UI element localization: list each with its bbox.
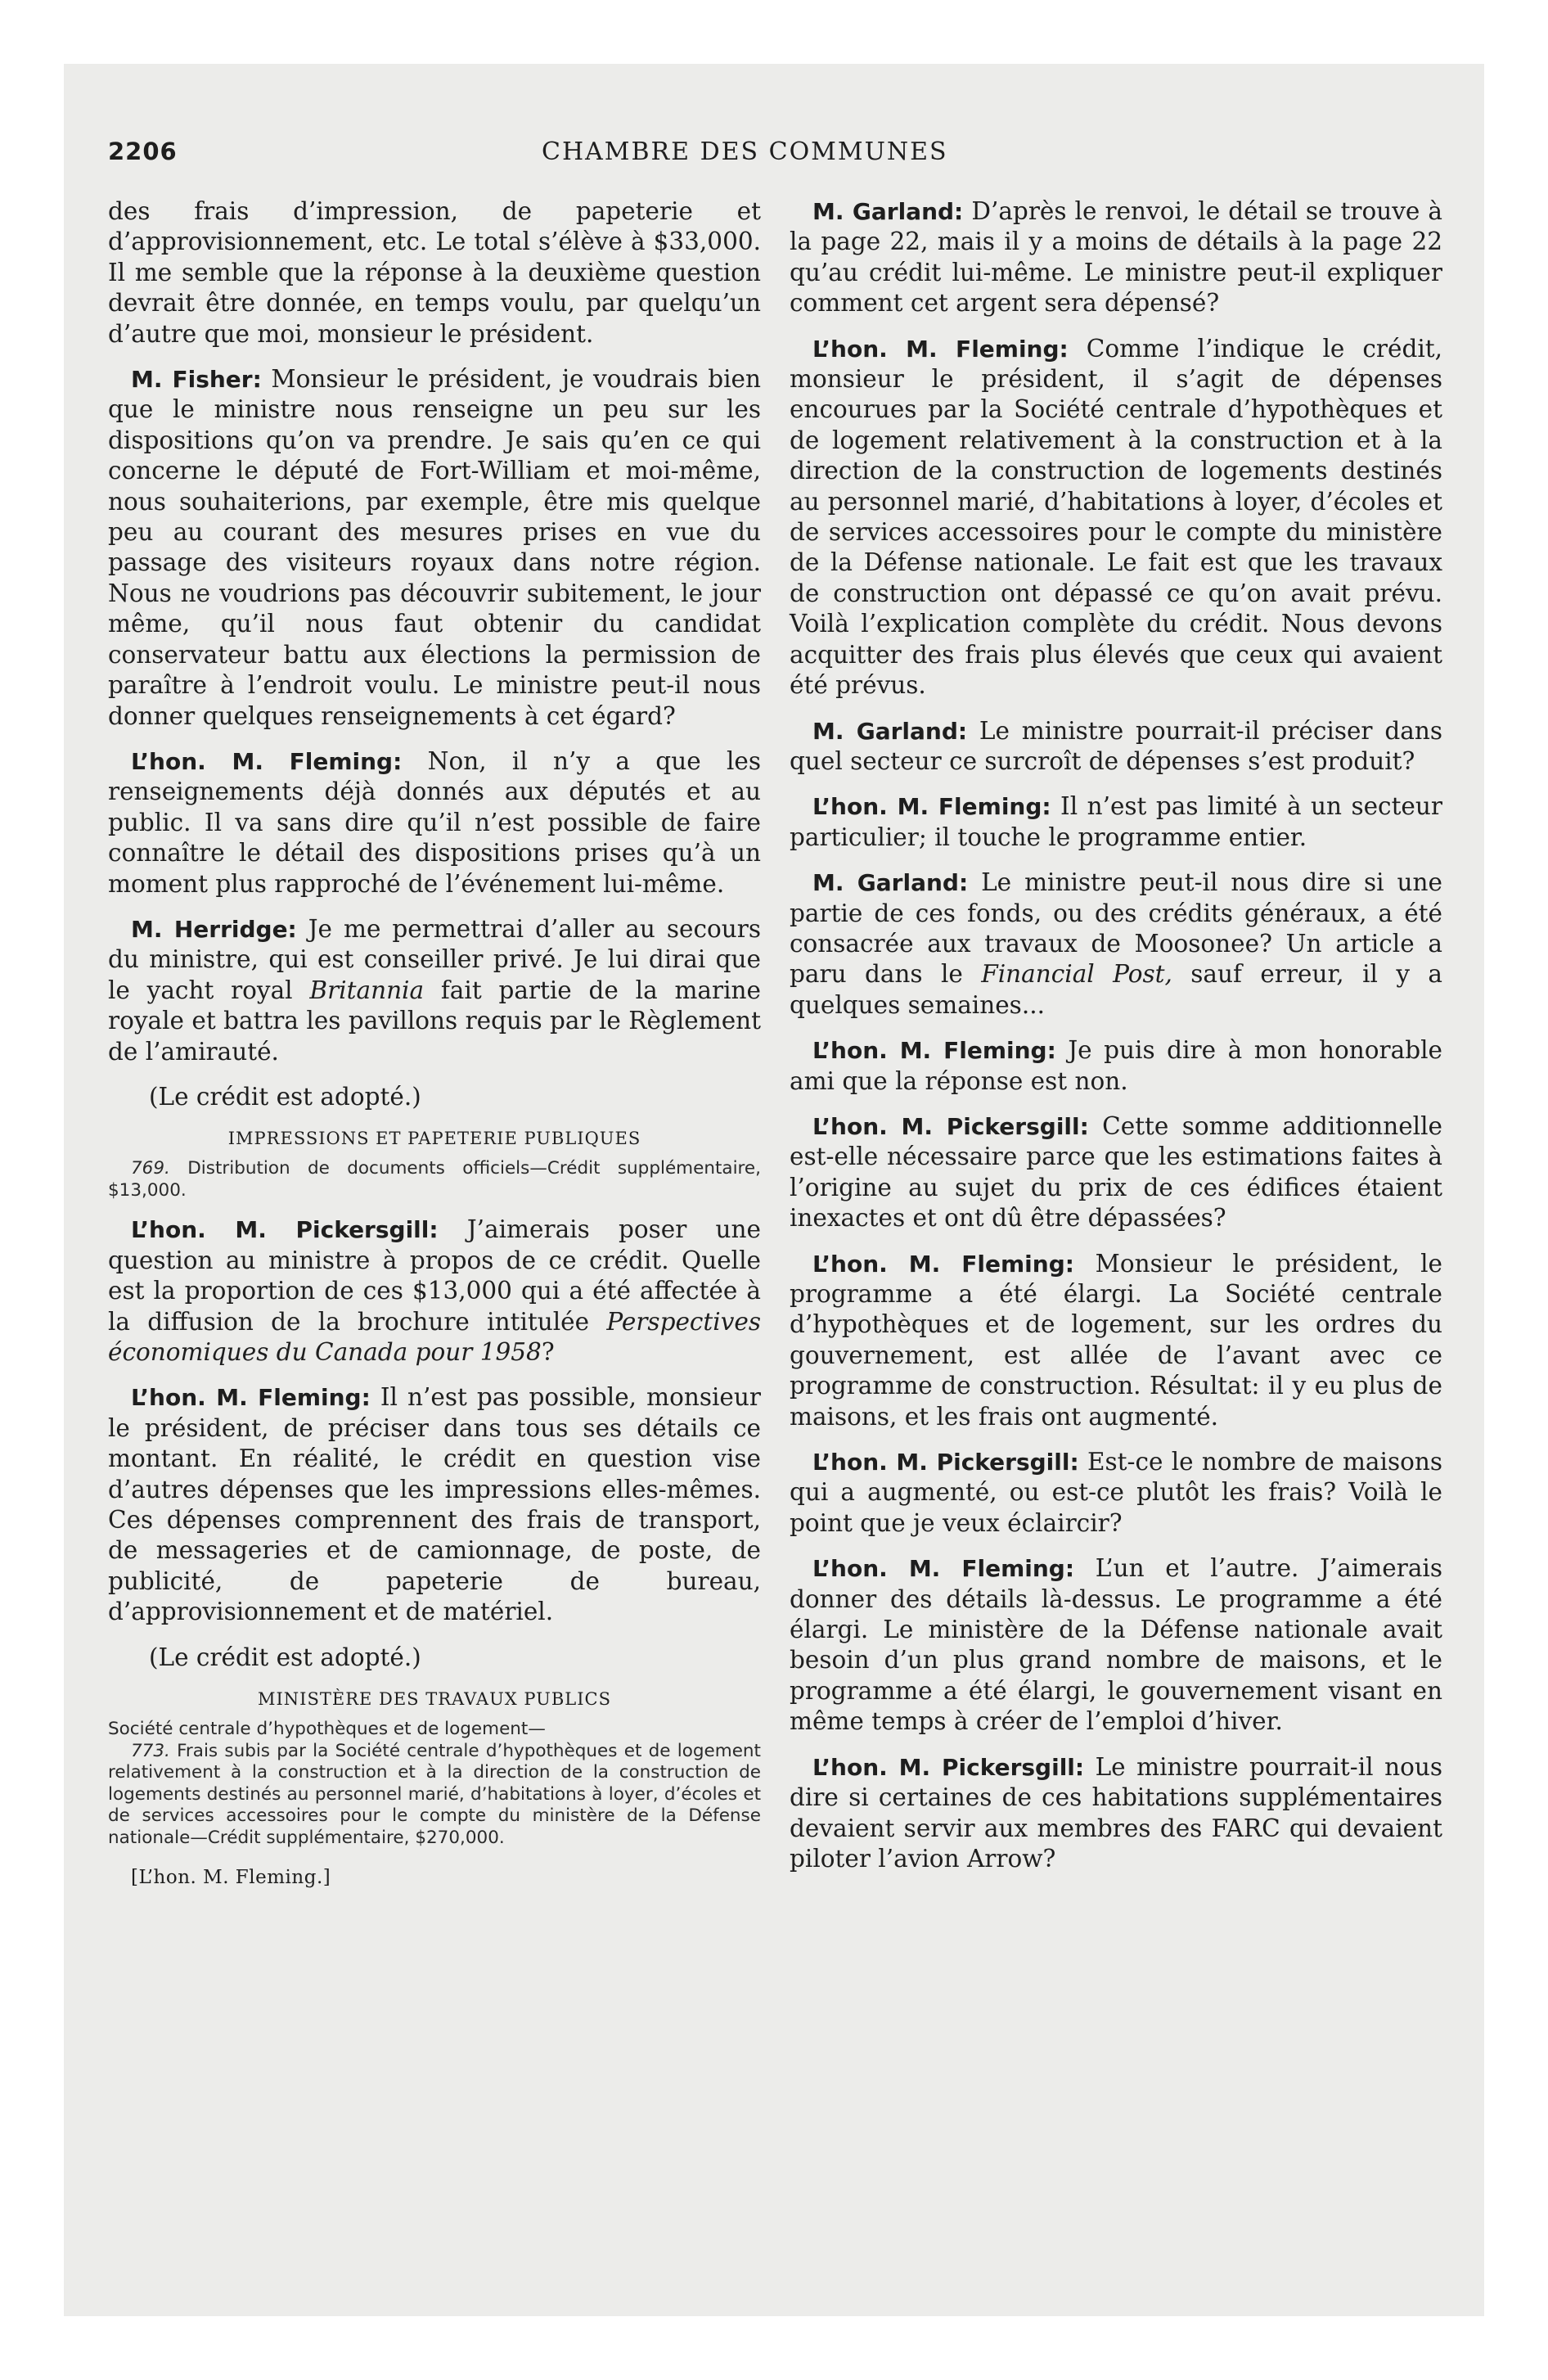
speaker-bracket: [L’hon. M. Fleming.] xyxy=(131,1867,331,1889)
speech-text: Le ministre pourrait-il nous dire si certaines de ces habitations supplémentaires devaient servir aux membres des FARC qui devaient piloter l’avion Arrow? xyxy=(790,1752,1442,1873)
left-column xyxy=(108,196,761,1888)
italic-title: Britannia xyxy=(309,976,425,1004)
speech-fleming xyxy=(790,334,1442,701)
page-number: 2206 xyxy=(108,137,178,165)
speaker-name: L’hon. M. Fleming: xyxy=(812,1250,1074,1278)
speaker-name: L’hon. M. Fleming: xyxy=(812,335,1069,363)
speech-fleming xyxy=(108,1382,761,1627)
speaker-name: L’hon. M. Pickersgill: xyxy=(812,1112,1089,1140)
speech-garland xyxy=(790,196,1442,319)
vote-result: (Le crédit est adopté.) xyxy=(149,1082,421,1111)
speech-text: D’après le renvoi, le détail se trouve à la page 22, mais il y a moins de détails à la page 22 qu’au crédit lui-même. Le ministre peut-il expliquer comment cet argent sera dépensé? xyxy=(790,197,1442,318)
speech-text: Je me permettrai d’aller au secours du ministre, qui est conseiller privé. Je lui dirai que le yacht royal xyxy=(108,914,761,1004)
speaker-name: L’hon. M. Pickersgill: xyxy=(812,1753,1085,1781)
speech-text: J’aimerais poser une question au ministre à propos de ce crédit. Quelle est la proportion de ces $13,000 qui a été affectée à la diffusion de la brochure intitulée xyxy=(108,1215,761,1336)
section-heading: IMPRESSIONS ET PAPETERIE PUBLIQUES xyxy=(227,1129,641,1149)
speaker-name: M. Garland: xyxy=(812,198,964,225)
speech-text: Je puis dire à mon honorable ami que la réponse est non. xyxy=(790,1036,1443,1095)
speaker-name: M. Garland: xyxy=(812,717,968,745)
speech-fleming xyxy=(108,746,761,899)
speaker-name: M. Herridge: xyxy=(131,915,297,943)
speaker-name: L’hon. M. Pickersgill: xyxy=(131,1216,439,1244)
speech-text: fait partie de la marine royale et battra les pavillons requis par le Règlement de l’amirauté. xyxy=(108,976,761,1066)
item-subheading: Société centrale d’hypothèques et de logement— xyxy=(108,1719,546,1740)
speech-text: Non, il n’y a que les renseignements déjà donnés aux députés et au public. Il va sans dire qu’il n’est possible de faire connaître le détail des dispositions prises qu’à un moment plus rapproché de l’événement lui-même. xyxy=(108,746,761,898)
speech-text: ? xyxy=(541,1338,555,1366)
speech-text: Il n’est pas possible, monsieur le président, de préciser dans tous ses détails ce montant. En réalité, le crédit en question vise d’autres dépenses que les impressions elles-mêmes. Ces dépenses comprennent des frais de transport, de messageries et de camionnage, de poste, de publicité, de papeterie de bureau, d’approvisionnement et de matériel. xyxy=(108,1383,761,1626)
speaker-name: L’hon. M. Fleming: xyxy=(131,1384,371,1412)
speaker-name: L’hon. M. Fleming: xyxy=(812,793,1051,821)
right-column xyxy=(790,196,1442,1889)
item-number: 769. xyxy=(131,1158,170,1179)
speech-text: Le ministre peut-il nous dire si une partie de ces fonds, ou des crédits généraux, a été consacrée aux travaux de Moosonee? Un article a paru dans le xyxy=(790,868,1442,989)
italic-title: Perspectives économiques du Canada pour 1958 xyxy=(108,1307,761,1366)
item-text: Distribution de documents officiels—Crédit supplémentaire, $13,000. xyxy=(108,1158,761,1201)
speech-text: Cette somme additionnelle est-elle nécessaire parce que les estimations faites à l’origine au sujet du prix de ces édifices étaient inexactes et ont dû être dépassées? xyxy=(790,1111,1442,1233)
speaker-name: L’hon. M. Fleming: xyxy=(812,1555,1075,1583)
speech-text: Il n’est pas limité à un secteur particulier; il touche le programme entier. xyxy=(790,792,1442,851)
speech-pickersgill xyxy=(790,1111,1442,1234)
vote-item-769 xyxy=(108,1158,761,1201)
speech-pickersgill xyxy=(790,1447,1442,1539)
speaker-name: M. Garland: xyxy=(812,869,969,897)
speaker-name: M. Fisher: xyxy=(131,366,262,394)
page-header xyxy=(108,137,979,174)
speech-text: Le ministre pourrait-il préciser dans quel secteur ce surcroît de dépenses s’est produit? xyxy=(790,716,1442,775)
item-number: 773. xyxy=(131,1740,170,1761)
italic-title: Financial Post, xyxy=(981,960,1172,989)
speech-pickersgill xyxy=(790,1752,1442,1875)
speech-text: sauf erreur, il y a quelques semaines... xyxy=(790,960,1442,1019)
paragraph: des frais d’impression, de papeterie et d’approvisionnement, etc. Le total s’élève à $33,000. Il me semble que la réponse à la deuxième question devrait être donnée, en temps voulu, par quelqu’un d’autre que moi, monsieur le président. xyxy=(108,197,761,348)
speech-fleming xyxy=(790,1035,1442,1097)
speech-text: L’un et l’autre. J’aimerais donner des détails là-dessus. Le programme a été élargi. Le ministère de la Défense nationale avait besoin d’un plus grand nombre de maisons, et le programme a été élargi, le gouvernement visant en même temps à créer de l’emploi d’hiver. xyxy=(790,1554,1442,1736)
speech-garland xyxy=(790,868,1442,1021)
section-heading: MINISTÈRE DES TRAVAUX PUBLICS xyxy=(258,1689,611,1710)
speech-text: Comme l’indique le crédit, monsieur le président, il s’agit de dépenses encourues par la Société centrale d’hypothèques et de logement relativement à la construction et à la direction de la construction de logements destinés au personnel marié, d’habitations à loyer, d’écoles et de services accessoires pour le compte du ministère de la Défense nationale. Le fait est que les travaux de construction ont dépassé ce qu’on avait prévu. Voilà l’explication complète du crédit. Nous devons acquitter des frais plus élevés que ceux qui avaient été prévus. xyxy=(790,334,1442,700)
speech-fleming xyxy=(790,1249,1442,1432)
vote-result: (Le crédit est adopté.) xyxy=(149,1643,421,1671)
running-title: CHAMBRE DES COMMUNES xyxy=(542,137,948,166)
speech-fleming xyxy=(790,1553,1442,1737)
speech-text: Monsieur le président, le programme a été élargi. La Société centrale d’hypothèques et de logement, sur les ordres du gouvernement, est allée de l’avant avec ce programme de construction. Résultat: il y eu plus de maisons, et les frais ont augmenté. xyxy=(790,1249,1442,1431)
speaker-name: L’hon. M. Fleming: xyxy=(131,747,403,775)
speech-fisher xyxy=(108,364,761,732)
speech-fleming xyxy=(790,791,1442,853)
speech-garland xyxy=(790,716,1442,778)
item-text: Frais subis par la Société centrale d’hypothèques et de logement relativement à la construction et à la direction de la construction de logements destinés au personnel marié, d’habitations à loyer, d’écoles et de services accessoires pour le compte du ministère de la Défense nationale—Crédit supplémentaire, $270,000. xyxy=(108,1740,761,1848)
speaker-name: L’hon. M. Pickersgill: xyxy=(812,1449,1079,1476)
vote-item-773 xyxy=(108,1741,761,1850)
speaker-name: L’hon. M. Fleming: xyxy=(812,1037,1056,1065)
speech-text: Est-ce le nombre de maisons qui a augmenté, ou est-ce plutôt les frais? Voilà le point que je veux éclaircir? xyxy=(790,1448,1442,1537)
speech-pickersgill xyxy=(108,1215,761,1368)
speech-herridge xyxy=(108,914,761,1067)
speech-text: Monsieur le président, je voudrais bien que le ministre nous renseigne un peu sur les dispositions qu’on va prendre. Je sais qu’en ce qui concerne le député de Fort-William et moi-même, nous souhaiterions, par exemple, être mis quelque peu au courant des mesures prises en vue du passage des visiteurs royaux dans notre région. Nous ne voudrions pas découvrir subitement, le jour même, qu’il nous faut obtenir du candidat conservateur battu aux élections la permission de paraître à l’endroit voulu. Le ministre peut-il nous donner quelques renseignements à cet égard? xyxy=(108,365,761,730)
